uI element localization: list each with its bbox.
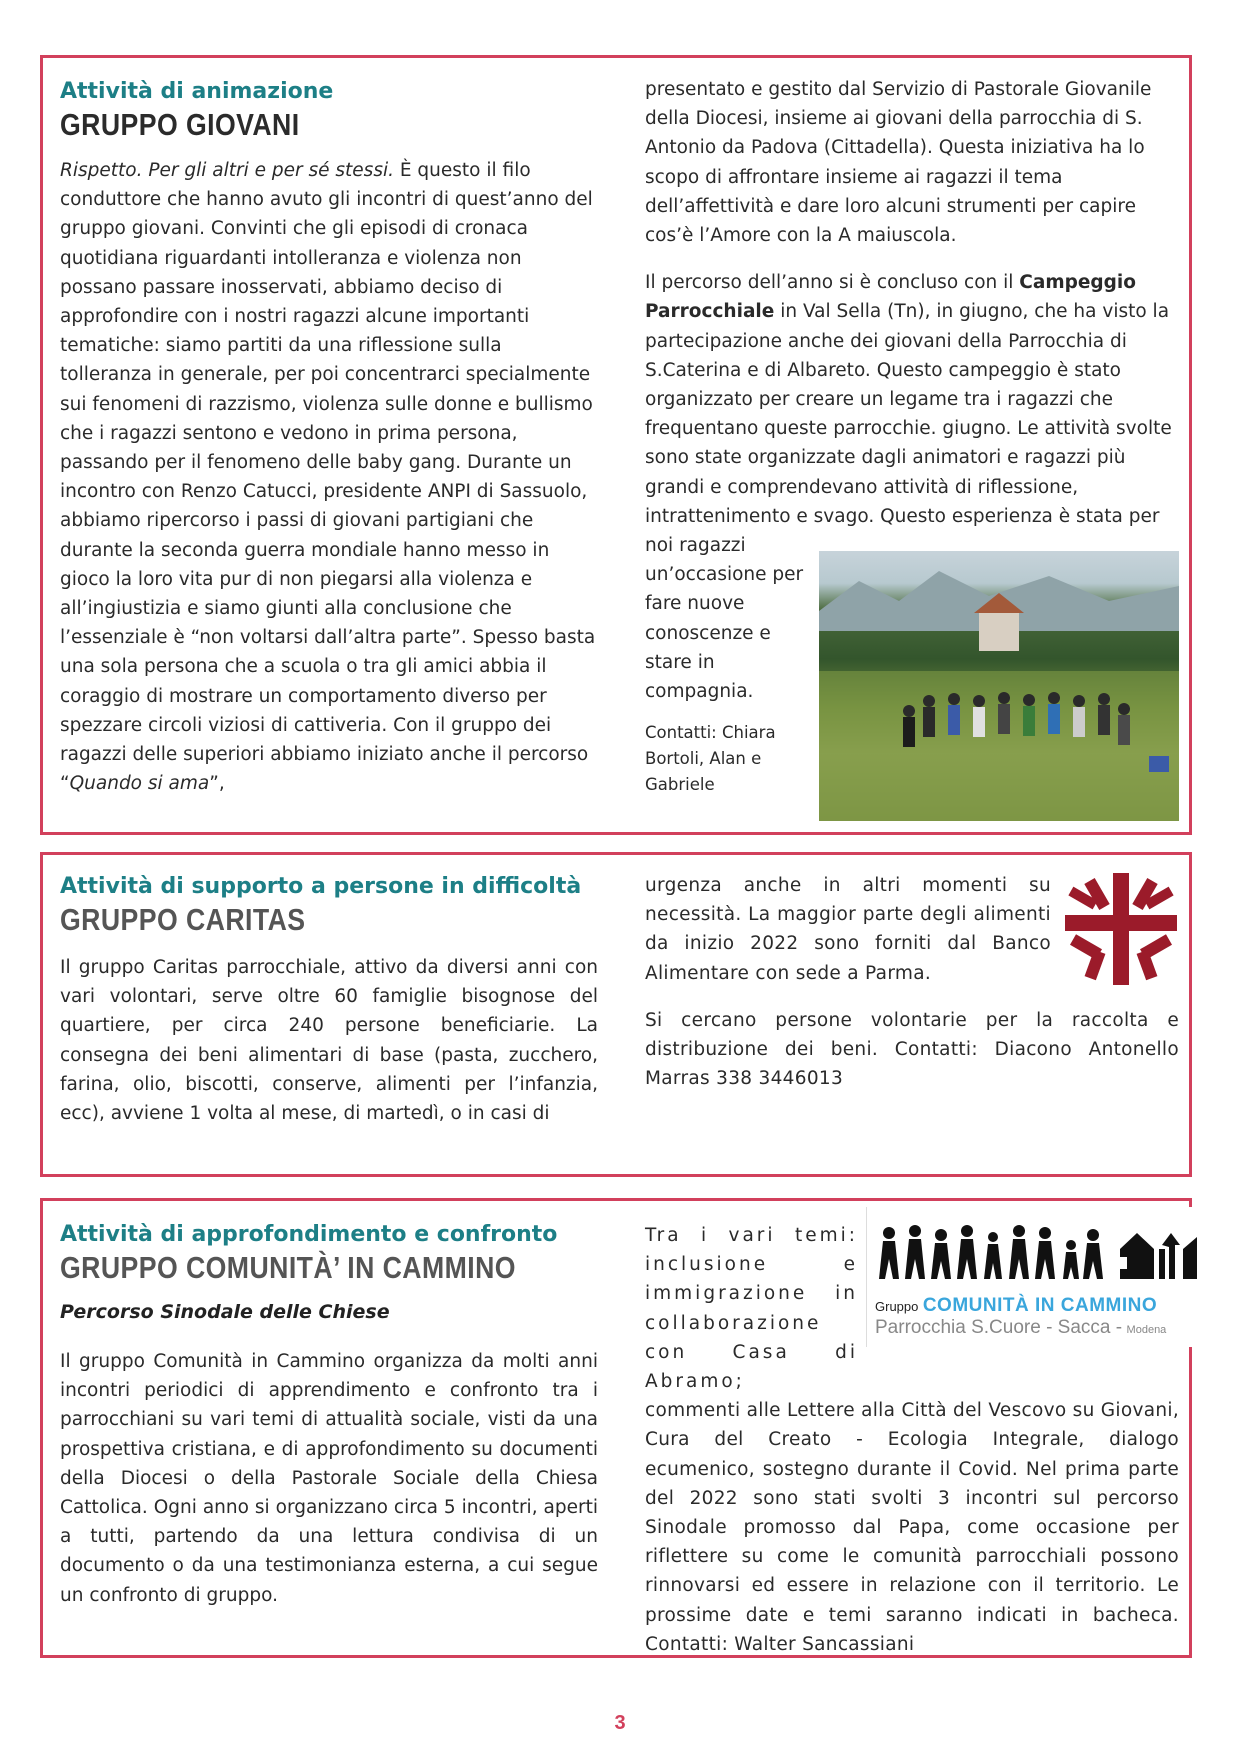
caritas-cross-icon [1063,871,1179,987]
logo-gruppo: Gruppo [875,1299,919,1314]
comunita-right-body: commenti alle Lettere alla Città del Vescovo su Giovani, Cura del Creato - Ecologia Integrale, dialogo ecumenico, sostegno durante il Covid. Nel prima parte del 2022 sono stati svolti 3 incontri sul percorso Sinodale promosso dal Papa, come occasione per riflettere su come le comunità parrocchiali possono rinnovarsi ed essere in relazione con il territorio. Le prossime date e temi saranno indicati in bacheca. Contatti: Walter Sancassiani [645,1400,1180,1655]
logo-text [875,1295,1195,1339]
caritas-left-column [60,873,598,1146]
logo-name: COMUNITÀ IN CAMMINO [922,1295,1158,1316]
body-end: ”, [209,773,225,795]
caritas-logo [1063,871,1179,987]
comunita-logo [866,1207,1197,1347]
italic-title: Quando si ama [69,773,210,795]
comunita-body-left: Il gruppo Comunità in Cammino organizza da molti anni incontri periodici di apprendimento e confronto tra i parrocchiani su vari temi di attualità sociale, visti da una prospettiva cristiana, e di approfondimento su documenti della Diocesi o della Pastorale Sociale della Chiesa Cattolica. Ogni anno si organizzano circa 5 incontri, aperti a tutti, partendo da una lettura condivisa di un documento o da una testimonianza esterna, a cui segue un confronto di gruppo. [60,1351,598,1606]
caritas-right-p2: Si cercano persone volontarie per la raccolta e distribuzione dei beni. Contatti: Diacono Antonello Marras 338 3446013 [645,1009,1179,1090]
giovani-right-p2 [645,268,1179,531]
section-giovani [40,55,1192,835]
giovani-wrap-text [645,531,815,798]
comunita-right-column [645,1221,1179,1659]
giovani-left-column [60,78,598,816]
section-title: GRUPPO CARITAS [60,902,306,937]
comunita-right-top: Tra i vari temi: inclusione e immigrazione in collaborazione con Casa di Abramo; [645,1225,858,1393]
caritas-right-column [645,871,1179,1111]
section-caritas [40,852,1192,1177]
p2-bold: Campeggio Parrocchiale [645,272,1136,323]
logo-city: Modena [1126,1324,1167,1336]
comunita-left-column [60,1221,598,1628]
campeggio-photo [819,551,1179,821]
section-subtitle: Percorso Sinodale delle Chiese [60,1301,390,1323]
p2-rest: in Val Sella (Tn), in giugno, che ha visto la partecipazione anche dei giovani della Parrocchia di S.Caterina e di Albareto. Questo campeggio è stato organizzato per creare un legame tra i ragazzi che frequentano queste parrocchie. giugno. Le attività svolte sono state organizzate dagli animatori e ragazzi più grandi e comprendevano attività di riflessione, intrattenimento e svago. Questo esperienza è stata per [645,301,1172,527]
section-title: GRUPPO GIOVANI [60,107,300,142]
walking-people-icon [875,1219,1205,1305]
giovani-body-left [60,156,598,798]
photo-illustration [819,551,1179,821]
caritas-body-left: Il gruppo Caritas parrocchiale, attivo da diversi anni con vari volontari, serve oltre 60 famiglie bisognose del quartiere, per circa 240 persone beneficiarie. La consegna dei beni alimentari di base (pasta, zucchero, farina, olio, biscotti, conserve, alimenti per l’infanzia, ecc), avviene 1 volta al mese, di martedì, o in casi di [60,957,598,1125]
logo-parish: Parrocchia S.Cuore - Sacca - [875,1317,1123,1338]
body-text: È questo il filo conduttore che hanno avuto gli incontri di quest’anno del gruppo giovani. Convinti che gli episodi di cronaca quotidiana riguardanti intolleranza e violenza non possano passare inosservati, abbiamo deciso di approfondire con i nostri ragazzi alcune importanti tematiche: siamo partiti da una riflessione sulla tolleranza in generale, per poi concentrarci specialmente sui fenomeni di razzismo, violenza sulle donne e bullismo che i ragazzi sentono e vedono in prima persona, passando per il fenomeno delle baby gang. Durante un incontro con Renzo Catucci, presidente ANPI di Sassuolo, abbiamo ripercorso i passi di giovani partigiani che durante la seconda guerra mondiale hanno messo in gioco la loro vita pur di non piegarsi alla violenza e all’ingiustizia e siamo giunti alla conclusione che l’essenziale è “non voltarsi dall’altra parte”. Spesso basta una sola persona che a scuola o tra gli amici abbia il coraggio di mostrare un comportamento diverso per spezzare circoli viziosi di cattiveria. Con il gruppo dei ragazzi delle superiori abbiamo iniziato anche il percorso “ [60,160,596,795]
giovani-right-p1: presentato e gestito dal Servizio di Pastorale Giovanile della Diocesi, insieme ai giovani della parrocchia di S. Antonio da Padova (Cittadella). Questa iniziativa ha lo scopo di affrontare insieme ai ragazzi il tema dell’affettività e dare loro alcuni strumenti per capire cos’è l’Amore con la A maiuscola. [645,79,1152,247]
logo-parish-line [875,1317,1195,1339]
section-kicker: Attività di animazione [60,79,334,104]
contacts: Contatti: Chiara Bortoli, Alan e Gabriele [645,723,776,795]
caritas-right-p1: urgenza anche in altri momenti su necessità. La maggior parte degli alimenti da inizio 2022 sono forniti dal Banco Alimentare con sede a Parma. [645,875,1051,984]
section-kicker: Attività di supporto a persone in difficoltà [60,874,582,899]
section-title: GRUPPO COMUNITÀ’ IN CAMMINO [60,1250,516,1285]
section-comunita [40,1198,1192,1658]
p2-start: Il percorso dell’anno si è concluso con il [645,272,1020,294]
page-number: 3 [614,1712,626,1734]
intro-italic: Rispetto. Per gli altri e per sé stessi. [60,160,394,181]
p2-tail: noi ragazzi un’occasione per fare nuove conoscenze e stare in compagnia. [645,535,804,703]
section-kicker: Attività di approfondimento e confronto [60,1222,558,1247]
